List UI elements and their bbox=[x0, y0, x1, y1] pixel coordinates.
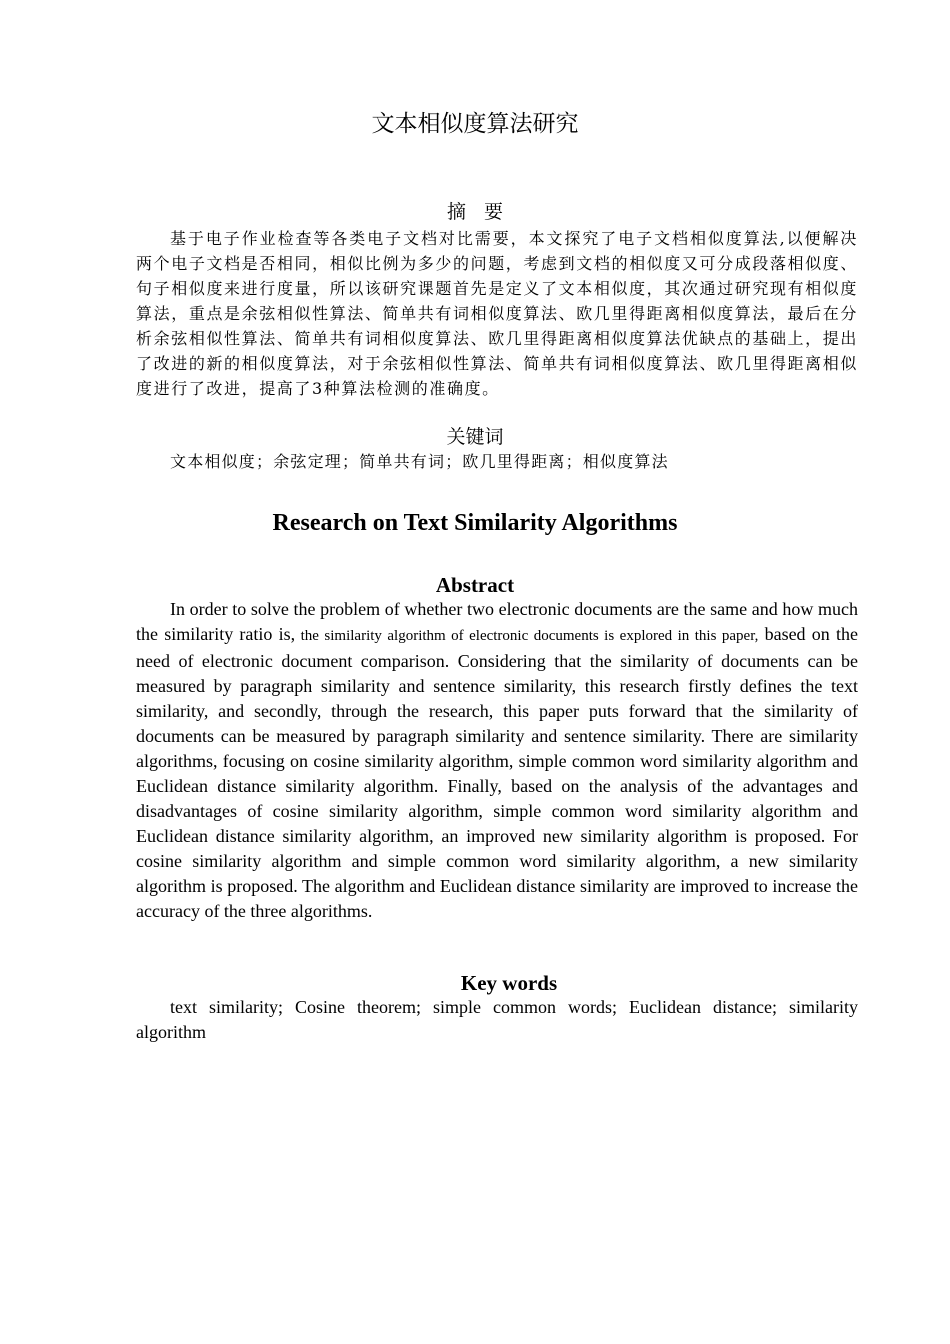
english-abstract-body bbox=[136, 597, 858, 924]
chinese-abstract-heading-text: 摘要 bbox=[446, 201, 521, 223]
chinese-abstract-body: 基于电子作业检查等各类电子文档对比需要，本文探究了电子文档相似度算法,以便解决两个电子文档是否相同，相似比例为多少的问题，考虑到文档的相似度又可分成段落相似度、句子相似度来进行度量，所以该研究课题首先是定义了文本相似度，其次通过研究现有相似度算法，重点是余弦相似性算法、简单共有词相似度算法、欧几里得距离相似度算法，最后在分析余弦相似性算法、简单共有词相似度算法、欧几里得距离相似度算法优缺点的基础上，提出了改进的新的相似度算法，对于余弦相似性算法、简单共有词相似度算法、欧几里得距离相似度进行了改进，提高了3种算法检测的准确度。 bbox=[136, 229, 858, 398]
chinese-abstract-heading bbox=[0, 199, 950, 225]
english-abstract-part2: the similarity algorithm of electronic documents is explored in this paper, bbox=[295, 628, 759, 644]
english-title: Research on Text Similarity Algorithms bbox=[272, 510, 678, 536]
chinese-title: 文本相似度算法研究 bbox=[371, 111, 579, 137]
chinese-keywords-heading: 关键词 bbox=[446, 426, 504, 448]
english-abstract-heading: Abstract bbox=[435, 573, 515, 597]
english-abstract-part1: In order to solve the problem of whether two electronic documents are the same and how much the similarity ratio is, bbox=[136, 599, 858, 644]
english-keywords-body: text similarity; Cosine theorem; simple common words; Euclidean distance; similarity algorithm bbox=[136, 997, 858, 1042]
chinese-keywords-body: 文本相似度；余弦定理；简单共有词；欧几里得距离；相似度算法 bbox=[170, 452, 669, 471]
english-keywords-heading: Key words bbox=[460, 971, 558, 995]
english-abstract-part3: based on the need of electronic document comparison. Considering that the similarity of documents can be measured by paragraph similarity and sentence similarity, this research firstly defines the text similarity, and secondly, through the research, this paper puts forward that the similarity of documents can be measured by paragraph similarity and sentence similarity. There are similarity algorithms, focusing on cosine similarity algorithm, simple common word similarity algorithm and Euclidean distance similarity algorithm. Finally, based on the analysis of the advantages and disadvantages of cosine similarity algorithm, simple common word similarity algorithm and Euclidean distance similarity algorithm, an improved new similarity algorithm is proposed. For cosine similarity algorithm and simple common word similarity algorithm, a new similarity algorithm is proposed. The algorithm and Euclidean distance similarity are improved to increase the accuracy of the three algorithms. bbox=[136, 624, 858, 921]
